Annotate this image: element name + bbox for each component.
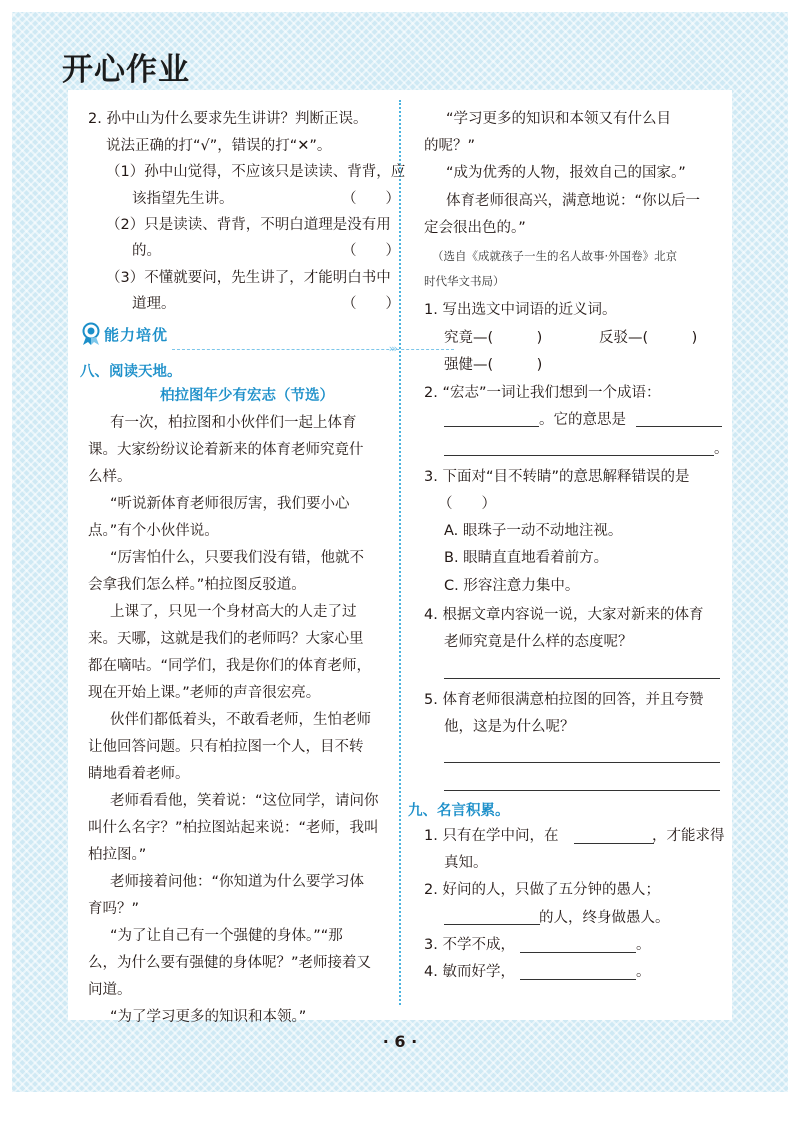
brand-title: 开心作业 [62,52,190,88]
q2-line1: 2. 孙中山为什么要求先生讲讲？判断正误。 [88,111,368,127]
m3-period: 。 [636,937,651,953]
article-line: 么，为什么要有强健的身体呢？”老师接着又 [88,955,372,971]
m3-blank[interactable] [520,952,636,953]
m4-text: 4. 敏而好学， [424,964,515,980]
continuation-line: 体育老师很高兴，满意地说：“你以后一 [446,193,701,209]
page-number: · 6 · [382,1032,418,1051]
q1-word-1[interactable]: 究竟—( ) [444,330,543,346]
q1-prompt: 1. 写出选文中词语的近义词。 [424,302,617,318]
q2-item1-b: 该指望先生讲。 [132,191,234,207]
article-line: 课。大家纷纷议论着新来的体育老师究竟什 [88,442,364,458]
ability-section-header [80,322,396,356]
q2-item3-a: （3）不懂就要问，先生讲了，才能明白书中 [106,270,391,286]
ability-section-label: 能力培优 [104,326,169,344]
q1-word-3[interactable]: 强健—( ) [444,357,543,373]
m4-period: 。 [636,964,651,980]
m2-text-a: 2. 好问的人，只做了五分钟的愚人； [424,882,660,898]
q2-meaning-blank-1[interactable] [636,426,722,427]
q3-prompt: 3. 下面对“目不转睛”的意思解释错误的是 [424,469,690,485]
article-line: 让他回答问题。只有柏拉图一个人，目不转 [88,739,364,755]
q2-item2-a: （2）只是读读、背背，不明白道理是没有用 [106,217,391,233]
q5-prompt-a: 5. 体育老师很满意柏拉图的回答，并且夸赞 [424,692,704,708]
article-line: “听说新体育老师很厉害，我们要小心 [110,496,350,512]
q2-prompt: 2. “宏志”一词让我们想到一个成语： [424,385,661,401]
article-line: 睛地看着老师。 [88,766,190,782]
continuation-line: 定会很出色的。” [424,220,526,236]
m2-blank[interactable] [444,924,540,925]
continuation-line: “成为优秀的人物，报效自己的国家。” [446,165,686,181]
trophy-icon [80,322,102,346]
article-line: 问道。 [88,982,132,998]
q4-prompt-b: 老师究竟是什么样的态度呢？ [444,634,633,650]
article-line: 老师接着问他：“你知道为什么要学习体 [110,874,365,890]
source-line-2: 时代华文书局） [424,274,505,288]
q2-item3-answer[interactable]: （ ） [342,296,400,312]
source-line-1: （选自《成就孩子一生的名人故事·外国卷》北京 [432,249,678,263]
article-line: 现在开始上课。”老师的声音很宏亮。 [88,685,321,701]
article-line: 么样。 [88,469,132,485]
article-line: 来。天哪，这就是我们的老师吗？大家心里 [88,631,364,647]
q2-item1-answer[interactable]: （ ） [342,191,400,207]
q3-option-b[interactable]: B. 眼睛直直地看着前方。 [444,550,609,566]
article-line: “厉害怕什么，只要我们没有错，他就不 [110,550,365,566]
m1-text-c: 真知。 [444,855,488,871]
m1-blank[interactable] [574,843,654,844]
article-line: “为了让自己有一个强健的身体。”“那 [110,928,343,944]
m4-blank[interactable] [520,979,636,980]
q5-answer-line-2[interactable] [444,790,720,791]
article-title: 柏拉图年少有宏志（节选） [160,388,334,404]
section-8-heading: 八、阅读天地。 [80,364,182,380]
q2-item3-b: 道理。 [132,296,176,312]
q2-period: 。 [714,441,729,457]
m2-text-b: 的人，终身做愚人。 [539,910,670,926]
q5-prompt-b: 他，这是为什么呢？ [444,719,575,735]
article-line: 叫什么名字？”柏拉图站起来说：“老师，我叫 [88,820,379,836]
article-line: 上课了，只见一个身材高大的人走了过 [110,604,357,620]
q3-answer[interactable]: （ ） [438,496,496,512]
q3-option-a[interactable]: A. 眼珠子一动不动地注视。 [444,523,623,539]
article-line: 柏拉图。” [88,847,147,863]
q2-idiom-blank[interactable] [444,426,539,427]
q3-option-c[interactable]: C. 形容注意力集中。 [444,578,580,594]
continuation-line: 的呢？” [424,138,476,154]
q4-answer-line[interactable] [444,678,720,679]
column-divider [399,100,401,1005]
m3-text: 3. 不学不成， [424,937,515,953]
q2-line2: 说法正确的打“√”，错误的打“✕”。 [106,138,332,154]
article-line: 育吗？” [88,901,140,917]
m1-text-b: ，才能求得 [652,828,725,844]
q5-answer-line-1[interactable] [444,762,720,763]
article-line: 伙伴们都低着头，不敢看老师，生怕老师 [110,712,371,728]
article-line: 会拿我们怎么样。”柏拉图反驳道。 [88,577,306,593]
section-9-heading: 九、名言积累。 [408,803,510,819]
q2-item2-b: 的。 [132,243,161,259]
q2-meaning-label: 。它的意思是 [539,412,626,428]
article-line: 老师看看他，笑着说：“这位同学，请问你 [110,793,379,809]
q2-item2-answer[interactable]: （ ） [342,243,400,259]
m1-text-a: 1. 只有在学中问，在 [424,828,559,844]
article-line: “为了学习更多的知识和本领。” [110,1009,307,1025]
q2-item1-a: （1）孙中山觉得，不应该只是读读、背背，应 [106,164,406,180]
article-line: 点。”有个小伙伴说。 [88,523,219,539]
continuation-line: “学习更多的知识和本领又有什么目 [446,111,672,127]
q1-word-2[interactable]: 反驳—( ) [599,330,698,346]
article-line: 都在嘀咕。“同学们，我是你们的体育老师， [88,658,372,674]
section-dash-line [172,349,454,350]
q2-meaning-blank-2[interactable] [444,455,714,456]
q4-prompt-a: 4. 根据文章内容说一说，大家对新来的体育 [424,607,704,623]
arrows-icon: ››› [388,342,396,355]
article-line: 有一次，柏拉图和小伙伴们一起上体育 [110,415,357,431]
